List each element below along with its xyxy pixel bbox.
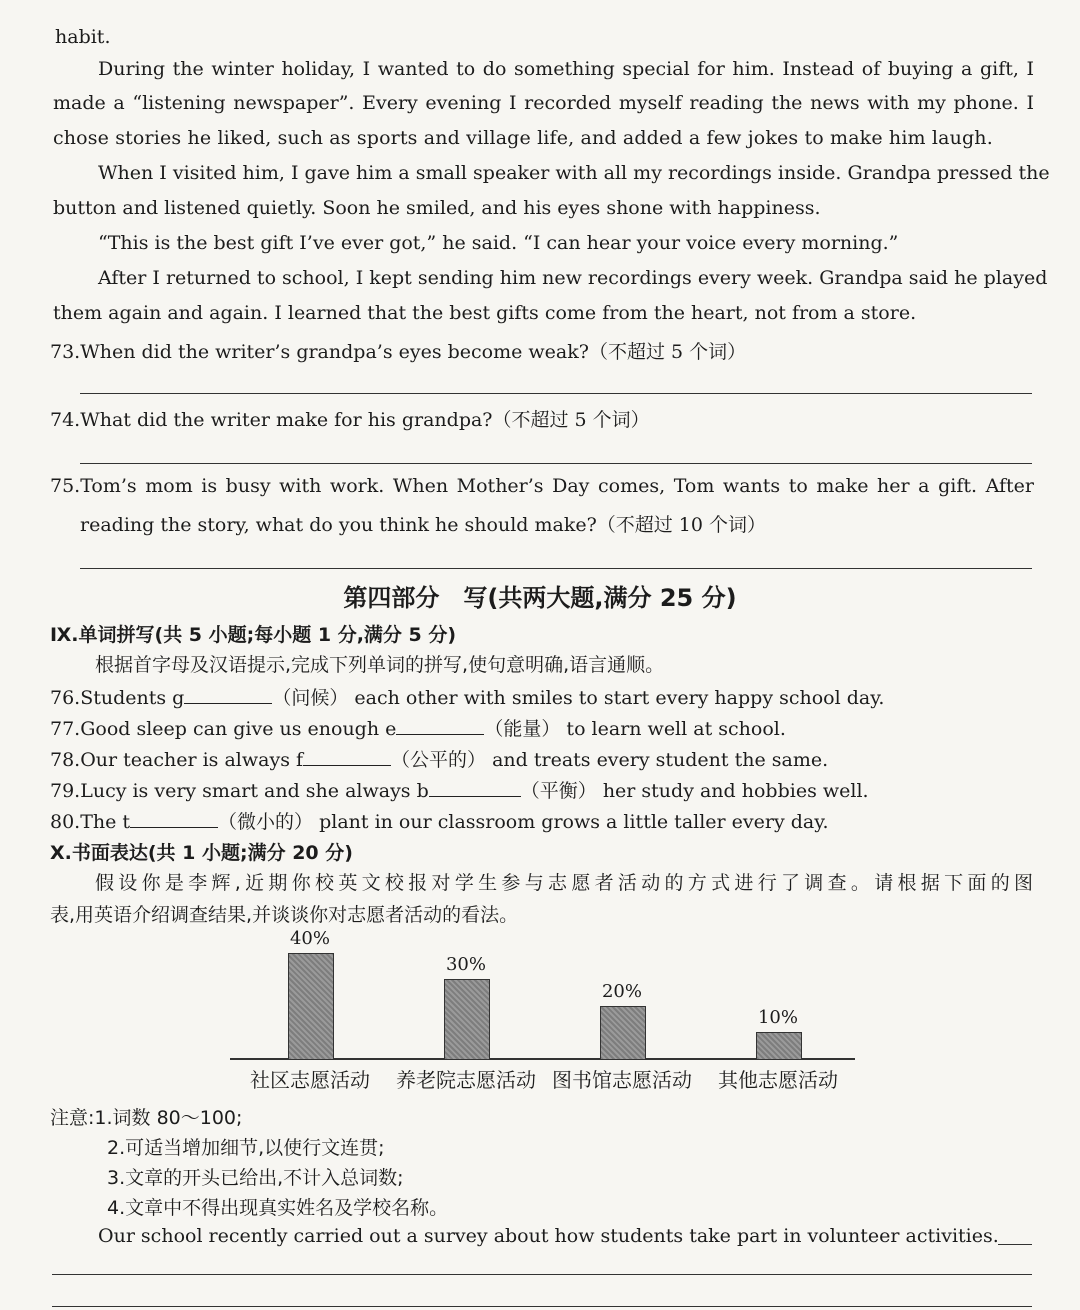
- blank-76[interactable]: [184, 685, 272, 704]
- spelling-item-80: 80.The t （微小的） plant in our classroom grows a little taller every day.: [50, 811, 829, 833]
- essay-opening: Our school recently carried out a survey about how students take part in volunteer activities.: [98, 1225, 999, 1247]
- note-4: 4.文章中不得出现真实姓名及学校名称。: [107, 1197, 449, 1219]
- category-label-library: 图书馆志愿活动: [552, 1068, 692, 1092]
- question-73: 73.When did the writer’s grandpa’s eyes become weak?（不超过 5 个词）: [50, 341, 747, 363]
- question-75-cont: reading the story, what do you think he should make?（不超过 10 个词）: [80, 514, 767, 536]
- bar-chart: [230, 928, 860, 1098]
- category-label-nursing-home: 养老院志愿活动: [396, 1068, 536, 1092]
- blank-79[interactable]: [429, 778, 521, 797]
- bar-library: [600, 1006, 646, 1061]
- passage-line: When I visited him, I gave him a small speaker with all my recordings inside. Grandpa pressed the: [98, 162, 1050, 184]
- section9-instructions: 根据首字母及汉语提示,完成下列单词的拼写,使句意明确,语言通顺。: [95, 654, 665, 676]
- section10-instructions: 假设你是李辉,近期你校英文校报对学生参与志愿者活动的方式进行了调查。请根据下面的图: [95, 872, 1033, 894]
- passage-line: “This is the best gift I’ve ever got,” he said. “I can hear your voice every morning.”: [98, 232, 899, 254]
- question-74: 74.What did the writer make for his grandpa?（不超过 5 个词）: [50, 409, 650, 431]
- bar-community: [288, 953, 334, 1060]
- note-1: 注意:1.词数 80～100;: [50, 1107, 243, 1129]
- essay-blank-start[interactable]: [998, 1244, 1032, 1245]
- answer-line-75[interactable]: [80, 568, 1032, 569]
- passage-line: them again and again. I learned that the best gifts come from the heart, not from a store.: [53, 302, 917, 324]
- spelling-item-78: 78.Our teacher is always f （公平的） and treats every student the same.: [50, 749, 829, 771]
- passage-line: made a “listening newspaper”. Every evening I recorded myself reading the news with my phone. I: [53, 92, 1034, 114]
- blank-78[interactable]: [303, 747, 391, 766]
- passage-line: chose stories he liked, such as sports and village life, and added a few jokes to make him laugh.: [53, 127, 993, 149]
- question-75: 75.Tom’s mom is busy with work. When Mother’s Day comes, Tom wants to make her a gift. After: [50, 475, 1034, 497]
- note-2: 2.可适当增加细节,以使行文连贯;: [107, 1137, 385, 1159]
- section10-instructions-cont: 表,用英语介绍调查结果,并谈谈你对志愿者活动的看法。: [50, 904, 519, 926]
- bar-other: [756, 1032, 802, 1060]
- section9-title: Ⅸ.单词拼写(共 5 小题;每小题 1 分,满分 5 分): [50, 624, 457, 646]
- passage-line: After I returned to school, I kept sending him new recordings every week. Grandpa said he played: [98, 267, 1048, 289]
- blank-80[interactable]: [130, 809, 218, 828]
- note-3: 3.文章的开头已给出,不计入总词数;: [107, 1167, 404, 1189]
- value-label-library: 20%: [601, 980, 642, 1002]
- bar-nursing-home: [444, 979, 490, 1060]
- passage-line: habit.: [55, 26, 111, 48]
- answer-line-73[interactable]: [80, 393, 1032, 394]
- spelling-item-76: 76.Students g （问候） each other with smiles to start every happy school day.: [50, 687, 885, 709]
- spelling-item-79: 79.Lucy is very smart and she always b （平衡） her study and hobbies well.: [50, 780, 869, 802]
- value-label-other: 10%: [757, 1006, 798, 1028]
- section10-title: X.书面表达(共 1 小题;满分 20 分): [50, 842, 353, 864]
- passage-line: button and listened quietly. Soon he smiled, and his eyes shone with happiness.: [53, 197, 821, 219]
- essay-line[interactable]: [52, 1306, 1032, 1307]
- category-label-community: 社区志愿活动: [250, 1068, 370, 1092]
- value-label-community: 40%: [289, 928, 330, 949]
- blank-77[interactable]: [396, 716, 484, 735]
- value-label-nursing-home: 30%: [445, 954, 486, 976]
- part4-title: 第四部分 写(共两大题,满分 25 分): [343, 584, 737, 612]
- category-label-other: 其他志愿活动: [718, 1068, 838, 1092]
- essay-line[interactable]: [52, 1274, 1032, 1275]
- spelling-item-77: 77.Good sleep can give us enough e （能量） to learn well at school.: [50, 718, 786, 740]
- answer-line-74[interactable]: [80, 463, 1032, 464]
- passage-line: During the winter holiday, I wanted to do something special for him. Instead of buying a gift, I: [98, 58, 1034, 80]
